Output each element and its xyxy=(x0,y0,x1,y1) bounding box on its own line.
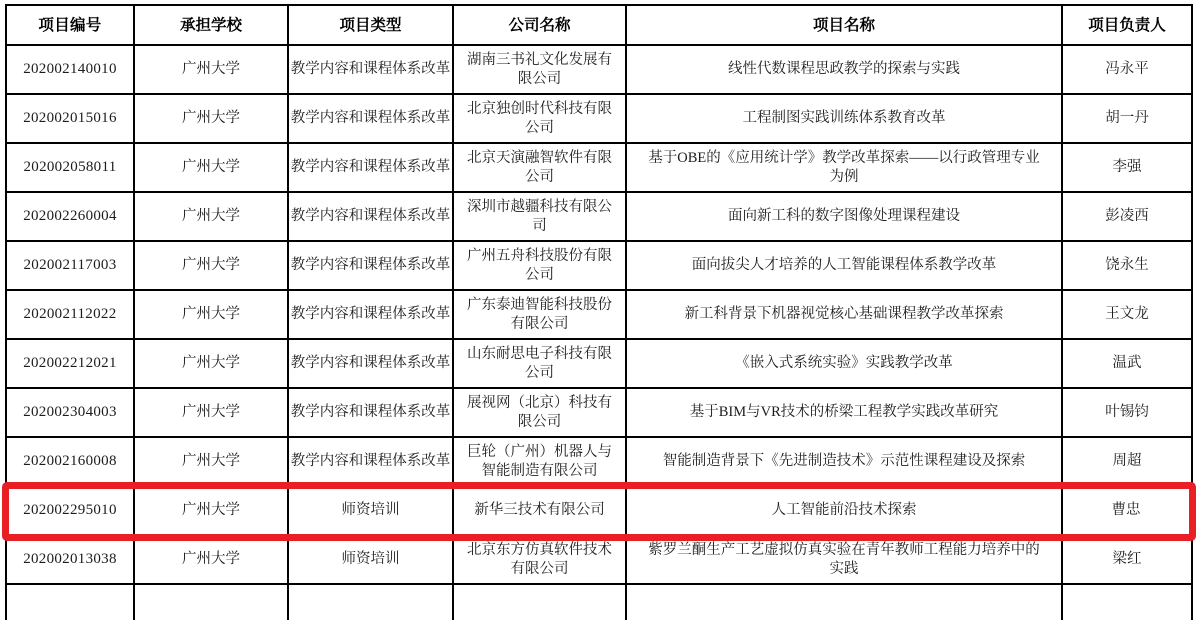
table-row xyxy=(7,438,1191,487)
cell-school: 广州大学 xyxy=(135,46,289,95)
table-row xyxy=(7,95,1191,144)
table-header-row xyxy=(7,6,1191,46)
cell-project-name: 工程制图实践训练体系教育改革 xyxy=(627,95,1063,144)
cell-company: 广东泰迪智能科技股份有限公司 xyxy=(454,291,627,340)
cell-company: 巨轮（广州）机器人与智能制造有限公司 xyxy=(454,438,627,487)
cell-project-id: 202002112022 xyxy=(7,291,135,340)
cell-leader: 周超 xyxy=(1063,438,1191,487)
cell-school: 广州大学 xyxy=(135,389,289,438)
cell-project-id: 202002058011 xyxy=(7,144,135,193)
cell-leader: 李强 xyxy=(1063,144,1191,193)
cell-project-type: 师资培训 xyxy=(289,487,454,536)
cell-project-type: 教学内容和课程体系改革 xyxy=(289,389,454,438)
cell-school: 广州大学 xyxy=(135,95,289,144)
cell-project-id: 202002295010 xyxy=(7,487,135,536)
cell-project-name: 紫罗兰酮生产工艺虚拟仿真实验在青年教师工程能力培养中的实践 xyxy=(627,536,1063,585)
cell-company: 新华三技术有限公司 xyxy=(454,487,627,536)
table-row xyxy=(7,389,1191,438)
cell-project-type: 教学内容和课程体系改革 xyxy=(289,193,454,242)
cell-project-name xyxy=(627,585,1063,620)
cell-school: 广州大学 xyxy=(135,340,289,389)
cell-company: 北京独创时代科技有限公司 xyxy=(454,95,627,144)
cell-company: 湖南三书礼文化发展有限公司 xyxy=(454,46,627,95)
table-row xyxy=(7,46,1191,95)
cell-school xyxy=(135,585,289,620)
cell-school: 广州大学 xyxy=(135,242,289,291)
cell-project-id xyxy=(7,585,135,620)
cell-leader: 温武 xyxy=(1063,340,1191,389)
table-row xyxy=(7,536,1191,585)
header-project-type: 项目类型 xyxy=(289,6,454,46)
header-project-id: 项目编号 xyxy=(7,6,135,46)
cell-project-type: 教学内容和课程体系改革 xyxy=(289,291,454,340)
cell-school: 广州大学 xyxy=(135,193,289,242)
cell-school: 广州大学 xyxy=(135,291,289,340)
cell-leader: 饶永生 xyxy=(1063,242,1191,291)
cell-project-id: 202002013038 xyxy=(7,536,135,585)
cell-project-type: 教学内容和课程体系改革 xyxy=(289,144,454,193)
cell-project-name: 基于OBE的《应用统计学》教学改革探索——以行政管理专业为例 xyxy=(627,144,1063,193)
table-row xyxy=(7,291,1191,340)
cell-project-id: 202002117003 xyxy=(7,242,135,291)
cell-project-id: 202002260004 xyxy=(7,193,135,242)
cell-project-name: 面向拔尖人才培养的人工智能课程体系教学改革 xyxy=(627,242,1063,291)
table-row xyxy=(7,487,1191,536)
cell-company: 北京天演融智软件有限公司 xyxy=(454,144,627,193)
header-project-name: 项目名称 xyxy=(627,6,1063,46)
cell-company: 深圳市越疆科技有限公司 xyxy=(454,193,627,242)
cell-school: 广州大学 xyxy=(135,487,289,536)
cell-project-id: 202002015016 xyxy=(7,95,135,144)
header-company: 公司名称 xyxy=(454,6,627,46)
cell-company: 山东耐思电子科技有限公司 xyxy=(454,340,627,389)
cell-leader: 王文龙 xyxy=(1063,291,1191,340)
table-row xyxy=(7,340,1191,389)
cell-project-name: 人工智能前沿技术探索 xyxy=(627,487,1063,536)
cell-leader xyxy=(1063,585,1191,620)
cell-project-name: 线性代数课程思政教学的探索与实践 xyxy=(627,46,1063,95)
cell-project-type: 师资培训 xyxy=(289,536,454,585)
cell-company: 广州五舟科技股份有限公司 xyxy=(454,242,627,291)
cell-company xyxy=(454,585,627,620)
cell-leader: 梁红 xyxy=(1063,536,1191,585)
cell-school: 广州大学 xyxy=(135,536,289,585)
cell-project-type: 教学内容和课程体系改革 xyxy=(289,340,454,389)
cell-project-type: 教学内容和课程体系改革 xyxy=(289,46,454,95)
table-row xyxy=(7,144,1191,193)
cell-leader: 胡一丹 xyxy=(1063,95,1191,144)
cell-project-type: 教学内容和课程体系改革 xyxy=(289,95,454,144)
cell-project-id: 202002160008 xyxy=(7,438,135,487)
table-row xyxy=(7,193,1191,242)
cell-project-name: 智能制造背景下《先进制造技术》示范性课程建设及探索 xyxy=(627,438,1063,487)
cell-project-name: 新工科背景下机器视觉核心基础课程教学改革探索 xyxy=(627,291,1063,340)
cell-project-id: 202002140010 xyxy=(7,46,135,95)
header-school: 承担学校 xyxy=(135,6,289,46)
cell-project-name: 面向新工科的数字图像处理课程建设 xyxy=(627,193,1063,242)
partial-table-row xyxy=(7,585,1191,620)
cell-leader: 曹忠 xyxy=(1063,487,1191,536)
cell-leader: 冯永平 xyxy=(1063,46,1191,95)
cell-school: 广州大学 xyxy=(135,144,289,193)
cell-company: 展视网（北京）科技有限公司 xyxy=(454,389,627,438)
cell-project-type: 教学内容和课程体系改革 xyxy=(289,438,454,487)
cell-project-type xyxy=(289,585,454,620)
header-leader: 项目负责人 xyxy=(1063,6,1191,46)
cell-school: 广州大学 xyxy=(135,438,289,487)
cell-project-id: 202002212021 xyxy=(7,340,135,389)
project-approval-table xyxy=(5,4,1193,620)
cell-project-id: 202002304003 xyxy=(7,389,135,438)
cell-company: 北京东方仿真软件技术有限公司 xyxy=(454,536,627,585)
cell-project-name: 基于BIM与VR技术的桥梁工程教学实践改革研究 xyxy=(627,389,1063,438)
cell-project-type: 教学内容和课程体系改革 xyxy=(289,242,454,291)
cell-project-name: 《嵌入式系统实验》实践教学改革 xyxy=(627,340,1063,389)
table-row xyxy=(7,242,1191,291)
cell-leader: 彭凌西 xyxy=(1063,193,1191,242)
cell-leader: 叶锡钧 xyxy=(1063,389,1191,438)
